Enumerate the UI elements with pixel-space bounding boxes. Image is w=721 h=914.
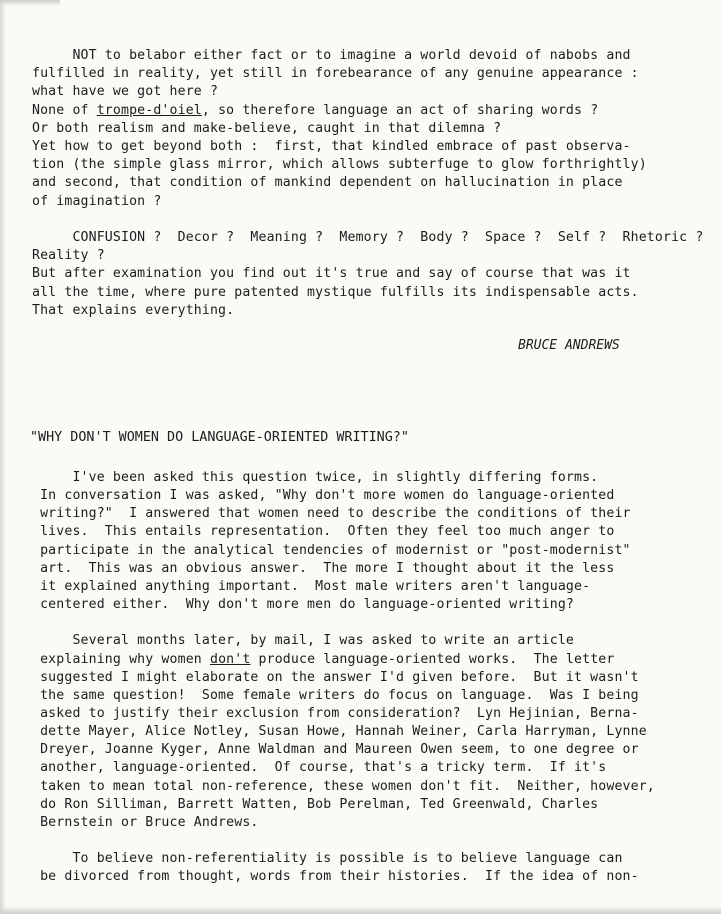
text-line: That explains everything.	[32, 302, 235, 318]
text-line: dette Mayer, Alice Notley, Susan Howe, Hannah Weiner, Carla Harryman, Lynne	[32, 724, 647, 740]
text-line: fulfilled in reality, yet still in forebearance of any genuine appearance :	[32, 66, 639, 82]
text-line: writing?" I answered that women need to describe the conditions of their	[32, 506, 631, 522]
text-line: Yet how to get beyond both : first, that kindled embrace of past observa-	[32, 139, 631, 154]
underlined-emphasis: don't	[209, 651, 251, 667]
text-line: Or both realism and make-believe, caught in that dilemna ?	[32, 120, 502, 136]
text-line: do Ron Silliman, Barrett Watten, Bob Perelman, Ted Greenwald, Charles	[32, 796, 599, 812]
text-line: tion (the simple glass mirror, which allows subterfuge to glow forthrightly)	[32, 157, 647, 173]
text-line: participate in the analytical tendencies of modernist or "post-modernist"	[32, 542, 631, 558]
text-line: it explained anything important. Most male writers aren't language-	[32, 578, 591, 594]
text-line: taken to mean total non-reference, these women don't fit. Neither, however,	[32, 778, 655, 794]
text-line: suggested I might elaborate on the answer I'd given before. But it wasn't	[32, 669, 639, 685]
text-line: To believe non-referentiality is possible is to believe language can	[32, 851, 623, 867]
text-line: explaining why women don't produce language-oriented works. The letter	[32, 651, 615, 667]
text-line: and second, that condition of mankind dependent on hallucination in place	[32, 175, 623, 191]
text-line: Reality ?	[32, 248, 105, 264]
text-line: all the time, where pure patented mystique fulfills its indispensable acts.	[32, 284, 639, 300]
text-line: Several months later, by mail, I was asked to write an article	[32, 633, 574, 649]
essay-title: "WHY DON'T WOMEN DO LANGUAGE-ORIENTED WRITING?"	[30, 430, 409, 445]
text-line: centered either. Why don't more men do language-oriented writing?	[32, 597, 574, 613]
text-line: another, language-oriented. Of course, that's a tricky term. If it's	[32, 760, 607, 776]
text-line: the same question! Some female writers do focus on language. Was I being	[32, 687, 639, 703]
text-line: In conversation I was asked, "Why don't more women do language-oriented	[32, 488, 615, 504]
text-line: But after examination you find out it's true and say of course that was it	[32, 266, 631, 282]
text-line: asked to justify their exclusion from consideration? Lyn Hejinian, Berna-	[32, 705, 639, 721]
text-line: what have we got here ?	[32, 84, 219, 100]
text-line: None of trompe-d'oiel, so therefore language an act of sharing words ?	[32, 102, 599, 118]
page-corner-shadow	[0, 0, 60, 6]
author-signature: BRUCE ANDREWS	[518, 338, 620, 353]
text-line: I've been asked this question twice, in slightly differing forms.	[32, 470, 599, 485]
text-line: of imagination ?	[32, 193, 162, 209]
text-line: be divorced from thought, words from their histories. If the idea of non-	[32, 869, 639, 885]
text-line: Dreyer, Joanne Kyger, Anne Waldman and Maureen Owen seem, to one degree or	[32, 742, 639, 758]
text-line: art. This was an obvious answer. The more I thought about it the less	[32, 560, 615, 576]
text-line: CONFUSION ? Decor ? Meaning ? Memory ? Body ? Space ? Self ? Rhetoric ?	[32, 230, 704, 245]
underlined-emphasis: trompe-d'oiel	[96, 102, 202, 118]
text-line: Bernstein or Bruce Andrews.	[32, 814, 259, 830]
page-bottom-shadow	[0, 906, 721, 914]
text-line: NOT to belabor either fact or to imagine a world devoid of nabobs and	[32, 48, 631, 63]
page-edge-shadow	[0, 0, 6, 914]
text-line: lives. This entails representation. Often they feel too much anger to	[32, 524, 615, 540]
